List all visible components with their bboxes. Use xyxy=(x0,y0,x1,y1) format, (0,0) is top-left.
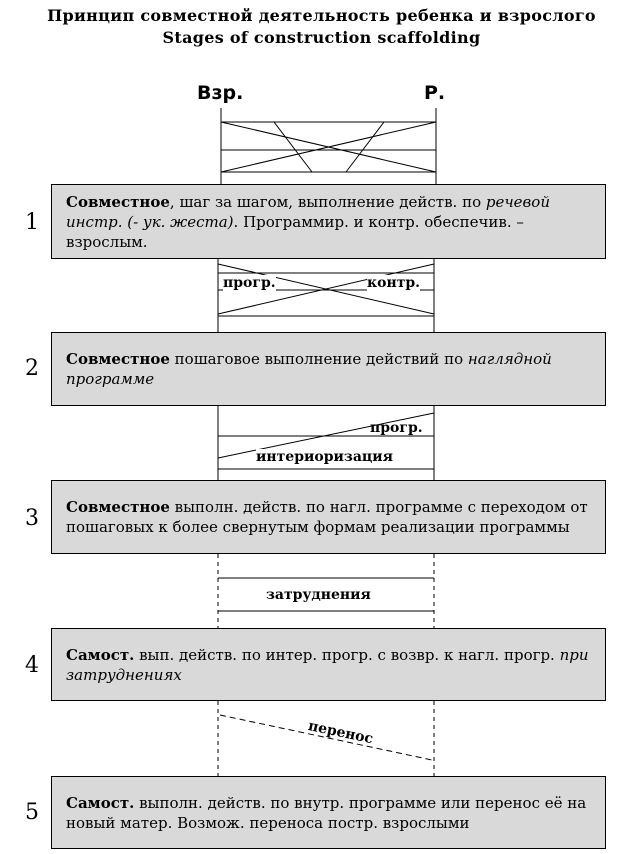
stage-number-3: 3 xyxy=(25,506,39,531)
connector3-label-bottom: интериоризация xyxy=(256,449,393,465)
connector2-label-left: прогр. xyxy=(223,275,276,291)
stage-text-1: Совместное, шаг за шагом, выполнение действ. по речевой инстр. (- ук. жеста). Программир. и контр. обеспечив. – взрослым. xyxy=(66,192,550,251)
stage-number-4: 4 xyxy=(25,653,39,678)
stage-box-3 xyxy=(51,480,606,554)
diagram-title: Принцип совместной деятельность ребенка и взрослого xyxy=(47,6,596,25)
stage-box-4 xyxy=(51,628,606,701)
stage-box-1 xyxy=(51,184,606,259)
stage-text-4: Самост. вып. действ. по интер. прогр. с возвр. к нагл. прогр. при затруднениях xyxy=(66,645,589,684)
column-header-child: Р. xyxy=(424,82,446,104)
connector1-v-left xyxy=(274,122,312,172)
connector1-v-right xyxy=(346,122,384,172)
stage-box-5 xyxy=(51,776,606,849)
stage-text-5: Самост. выполн. действ. по внутр. программе или перенос её на новый матер. Возмож. переноса постр. взрослыми xyxy=(66,793,587,832)
stage-text-2: Совместное пошаговое выполнение действий по наглядной программе xyxy=(66,350,552,388)
diagram-subtitle: Stages of construction scaffolding xyxy=(162,28,481,47)
connector5-label: перенос xyxy=(306,718,375,748)
stage-number-2: 2 xyxy=(25,356,39,381)
stage-text-3: Совместное выполн. действ. по нагл. программе с переходом от пошаговых к более свернутым формам реализации программы xyxy=(66,498,588,536)
column-header-adult: Взр. xyxy=(197,82,244,104)
stage-number-1: 1 xyxy=(25,210,39,235)
connector4-label: затруднения xyxy=(266,587,371,603)
connector3-label-top: прогр. xyxy=(370,420,423,436)
stage-number-5: 5 xyxy=(25,800,39,825)
stage-box-2 xyxy=(51,332,606,406)
connector2-label-right: контр. xyxy=(367,275,421,291)
